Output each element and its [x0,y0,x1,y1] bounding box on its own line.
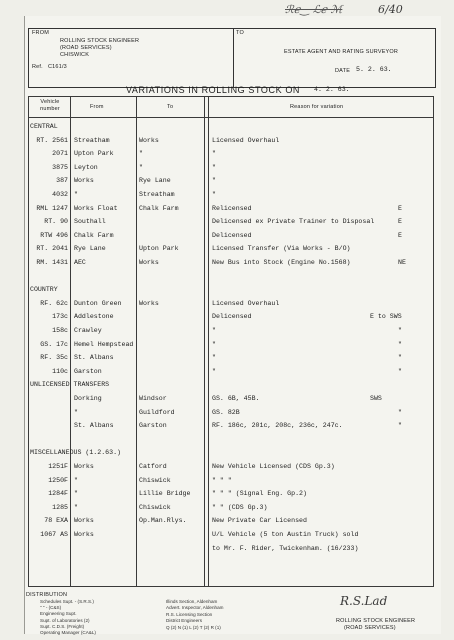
signature-subtitle: (ROAD SERVICES) [344,625,396,631]
row-reason: GS. 6B, 45B. [212,395,260,402]
row-vehicle-number: UNLICENSED TRANSFERS [30,381,110,389]
row-vehicle-number: 110c [52,367,68,375]
table-bottom-border [28,586,434,587]
row-note: " [398,367,402,375]
header-box [28,28,436,88]
column-header-to: To [167,104,174,110]
row-reason: " [212,163,216,171]
row-to: Windsor [139,395,167,402]
row-reason: Delicensed [212,313,252,321]
row-from: " [74,503,78,511]
row-note: SWS [370,395,382,402]
signature: R.S.Lad [340,594,388,608]
row-vehicle-number: RT. 2561 [36,136,68,144]
row-reason: " [212,150,216,158]
distribution-item: Supt. of Laboratories (2) [40,617,90,623]
row-to: Chiswick [139,476,171,484]
row-note: " [398,340,402,348]
row-from: Dorking [74,395,102,402]
row-vehicle-number: 158c [52,327,68,334]
row-reason: " " " [212,476,232,484]
column-divider [208,96,209,586]
row-to: Guildford [139,408,175,416]
distribution-label: DISTRIBUTION [26,592,68,598]
row-vehicle-number: 2071 [52,150,68,158]
distribution-item: Engineering Supt. [40,611,77,617]
row-to: Chalk Farm [139,204,179,212]
date-value: 5. 2. 63. [356,66,392,73]
distribution-item: Illinds Section, Aldenham [166,599,218,604]
row-from: Garston [74,367,102,375]
column-header-reason: Reason for variation [290,104,344,110]
row-vehicle-number: RF. 35c [40,354,68,362]
row-reason: GS. 82B [212,408,240,416]
row-to: Chiswick [139,503,171,511]
row-to: Op.Man.Rlys. [139,517,187,525]
row-from: Works [74,463,94,470]
row-from: Works [74,177,94,185]
row-vehicle-number: GS. 17c [40,340,68,348]
distribution-item: Schedules Supt. - (S.R.S.) [40,599,94,604]
row-to: " [139,150,143,158]
date-label: DATE [335,68,351,74]
row-from: St. Albans [74,354,114,362]
row-from: AEC [74,259,86,266]
row-from: Works [74,531,94,538]
to-label: TO [236,30,244,36]
ref-label: Ref. [32,64,43,70]
row-to: Streatham [139,191,175,198]
column-header-vehicle: Vehicle number [40,99,60,112]
row-from: Dunton Green [74,299,122,307]
row-reason: New Bus into Stock (Engine No.1568) [212,259,351,266]
row-reason: Delicensed [212,231,252,239]
row-to: Rye Lane [139,177,171,185]
row-reason: U/L Vehicle (5 ton Austin Truck) sold [212,531,359,538]
row-to: Catford [139,463,167,470]
row-vehicle-number: 1284F [48,490,68,498]
row-reason: " [212,177,216,185]
row-note: E [398,231,402,239]
row-reason: RF. 186c, 201c, 208c, 236c, 247c. [212,422,343,430]
title-date: 4. 2. 63. [314,86,350,93]
row-vehicle-number: 1251F [48,463,68,470]
corner-annotation: 6/40 [378,3,403,16]
row-from: Works Float [74,204,118,212]
row-from: Chalk Farm [74,231,114,239]
row-from: Works [74,517,94,525]
row-to: Garston [139,422,167,430]
row-from: " [74,408,78,416]
row-vehicle-number: 1250F [48,476,68,484]
row-note: NE [398,259,406,266]
distribution-item: Q (2) N (1) L (2) T (2) R (1) [166,624,221,630]
row-reason: to Mr. F. Rider, Twickenham. (16/233) [212,544,359,552]
to-line: ESTATE AGENT AND RATING SURVEYOR [284,49,399,55]
row-reason: Licensed Overhaul [212,299,280,307]
row-from: Streatham [74,136,110,144]
row-note: E to SWS [370,313,402,321]
row-reason: Licensed Transfer (Via Works - B/O) [212,245,351,253]
row-reason: " [212,327,216,334]
row-vehicle-number: RML 1247 [36,204,68,212]
row-reason: " [212,367,216,375]
row-reason: Licensed Overhaul [212,136,280,144]
row-reason: New Vehicle Licensed (CDS Gp.3) [212,463,335,470]
row-vehicle-number: 4032 [52,191,68,198]
distribution-item: Operating Manager (CA&L) [40,630,96,635]
column-header-from: From [90,104,104,110]
row-from: " [74,191,78,198]
row-reason: Delicensed ex Private Trainer to Disposal [212,218,375,226]
row-to: Works [139,136,159,144]
row-note: E [398,218,402,226]
table-right-border [433,96,434,586]
row-from: St. Albans [74,422,114,430]
row-from: Leyton [74,163,98,171]
row-note: " [398,327,402,334]
row-vehicle-number: RT. 2041 [36,245,68,253]
row-from: Crawley [74,327,102,334]
table-top-border [28,96,434,97]
ref-value: C161/3 [48,64,67,70]
row-vehicle-number: 387 [56,177,68,185]
row-to: Works [139,259,159,266]
row-from: Hemel Hempstead [74,340,134,348]
row-note: " [398,354,402,362]
from-line-1: ROLLING STOCK ENGINEER [60,38,140,44]
row-vehicle-number: 3875 [52,163,68,171]
row-note: " [398,422,402,430]
row-to: " [139,163,143,171]
row-to: Works [139,299,159,307]
row-from: " [74,490,78,498]
row-vehicle-number: CENTRAL [30,123,58,130]
table-header-border [28,117,434,118]
column-divider [204,96,205,586]
row-from: Southall [74,218,106,226]
distribution-item: " " - (C&S) [40,605,62,611]
distribution-item: R.S. Licensing Section [166,611,213,617]
table-left-border [28,96,29,586]
row-from: Addlestone [74,313,114,321]
from-line-2: (ROAD SERVICES) [60,45,112,51]
row-reason: " " (CDS Gp.3) [212,503,268,511]
row-reason: New Private Car Licensed [212,517,307,525]
row-vehicle-number: 1067 AS [40,531,68,538]
row-vehicle-number: RTW 496 [40,231,68,239]
row-vehicle-number: 1285 [52,503,68,511]
distribution-item: District Engineers [166,618,202,624]
struck-handwriting: ℛℯ‿ ℒℯ ℳ [285,3,343,16]
row-vehicle-number: RT. 90 [44,218,68,226]
row-vehicle-number: 173c [52,313,68,321]
distribution-item: Supt. C.D.S. (Freight) [40,623,85,629]
row-vehicle-number: MISCELLANEOUS (1.2.63.) [30,449,122,457]
row-reason: Relicensed [212,204,252,212]
from-line-3: CHISWICK [60,52,90,58]
row-to: Lillie Bridge [139,490,191,498]
from-label: FROM [32,30,49,36]
distribution-item: Advert. Inspector, Aldenham [166,605,224,611]
row-reason: " [212,340,216,348]
row-vehicle-number: COUNTRY [30,286,58,294]
row-vehicle-number: RM. 1431 [36,259,68,266]
row-note: " [398,408,402,416]
column-divider [136,96,137,586]
document-sheet [24,16,441,634]
row-note: E [398,204,402,212]
row-reason: " [212,191,216,198]
row-reason: " " " (Signal Eng. Gp.2) [212,490,307,498]
row-to: Upton Park [139,245,179,253]
row-vehicle-number: RF. 62c [40,299,68,307]
column-divider [70,96,71,586]
row-vehicle-number: 78 EXA [44,517,68,525]
row-from: " [74,476,78,484]
row-from: Upton Park [74,150,114,158]
signature-title: ROLLING STOCK ENGINEER [336,618,416,624]
document-title: VARIATIONS IN ROLLING STOCK ON [126,85,301,95]
row-reason: " [212,354,216,362]
row-from: Rye Lane [74,245,106,253]
